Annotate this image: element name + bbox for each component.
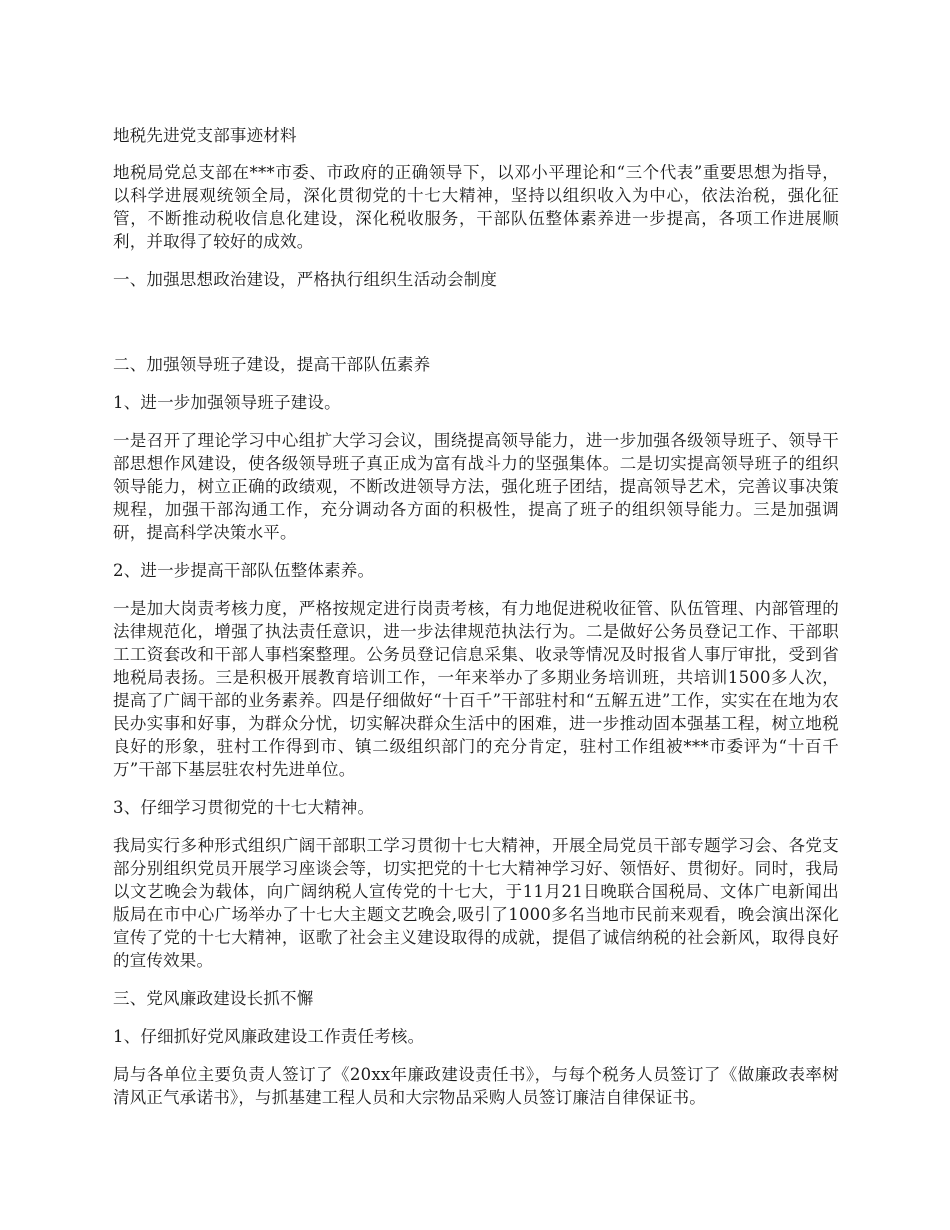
section-heading-3: 三、党风廉政建设长抓不懈	[113, 989, 314, 1008]
paragraph-2-1: 一是召开了理论学习中心组扩大学习会议，围绕提高领导能力，进一步加强各级领导班子、领导干部思想作风建设，使各级领导班子真正成为富有战斗力的坚强集体。二是切实提高领导班子的组织领导能力，树立正确的政绩观，不断改进领导方法，强化班子团结，提高领导艺术，完善议事决策规程，加强干部沟通工作，充分调动各方面的积极性，提高了班子的组织领导能力。三是加强调研，提高科学决策水平。	[113, 431, 839, 542]
paragraph-2-3: 我局实行多种形式组织广阔干部职工学习贯彻十七大精神，开展全局党员干部专题学习会、各党支部分别组织党员开展学习座谈会等，切实把党的十七大精神学习好、领悟好、贯彻好。同时，我局以文艺晚会为载体，向广阔纳税人宣传党的十七大，于11月21日晚联合国税局、文体广电新闻出版局在市中心广场举办了十七大主题文艺晚会,吸引了1000多名当地市民前来观看，晚会演出深化宣传了党的十七大精神，讴歌了社会主义建设取得的成就，提倡了诚信纳税的社会新风，取得良好的宣传效果。	[113, 836, 839, 970]
document-page	[113, 124, 839, 1109]
subsection-heading-2-3: 3、仔细学习贯彻党的十七大精神。	[113, 798, 375, 817]
paragraph-intro: 地税局党总支部在***市委、市政府的正确领导下，以邓小平理论和“三个代表”重要思想为指导，以科学进展观统领全局，深化贯彻党的十七大精神，坚持以组织收入为中心，依法治税，强化征管，不断推动税收信息化建设，深化税收服务，干部队伍整体素养进一步提高，各项工作进展顺利，并取得了较好的成效。	[113, 163, 839, 251]
section-heading-2: 二、加强领导班子建设，提高干部队伍素养	[113, 355, 431, 374]
section-heading-1: 一、加强思想政治建设，严格执行组织生活动会制度	[113, 270, 498, 289]
document-title: 地税先进党支部事迹材料	[113, 126, 297, 145]
subsection-heading-2-1: 1、进一步加强领导班子建设。	[113, 393, 341, 412]
paragraph-2-2: 一是加大岗责考核力度，严格按规定进行岗责考核，有力地促进税收征管、队伍管理、内部管理的法律规范化，增强了执法责任意识，进一步法律规范执法行为。二是做好公务员登记工作、干部职工工资套改和干部人事档案整理。公务员登记信息采集、收录等情况及时报省人事厅审批，受到省地税局表扬。三是积极开展教育培训工作，一年来举办了多期业务培训班，共培训1500多人次，提高了广阔干部的业务素养。四是仔细做好“十百千”干部驻村和“五解五进”工作，实实在在地为农民办实事和好事，为群众分忧，切实解决群众生活中的困难，进一步推动固本强基工程，树立地税良好的形象，驻村工作得到市、镇二级组织部门的充分肯定，驻村工作组被***市委评为“十百千万”干部下基层驻农村先进单位。	[113, 599, 839, 779]
subsection-heading-2-2: 2、进一步提高干部队伍整体素养。	[113, 561, 375, 580]
subsection-heading-3-1: 1、仔细抓好党风廉政建设工作责任考核。	[113, 1027, 425, 1046]
paragraph-3-1: 局与各单位主要负责人签订了《20xx年廉政建设责任书》，与每个税务人员签订了《做廉政表率树清风正气承诺书》，与抓基建工程人员和大宗物品采购人员签订廉洁自律保证书。	[113, 1065, 839, 1107]
